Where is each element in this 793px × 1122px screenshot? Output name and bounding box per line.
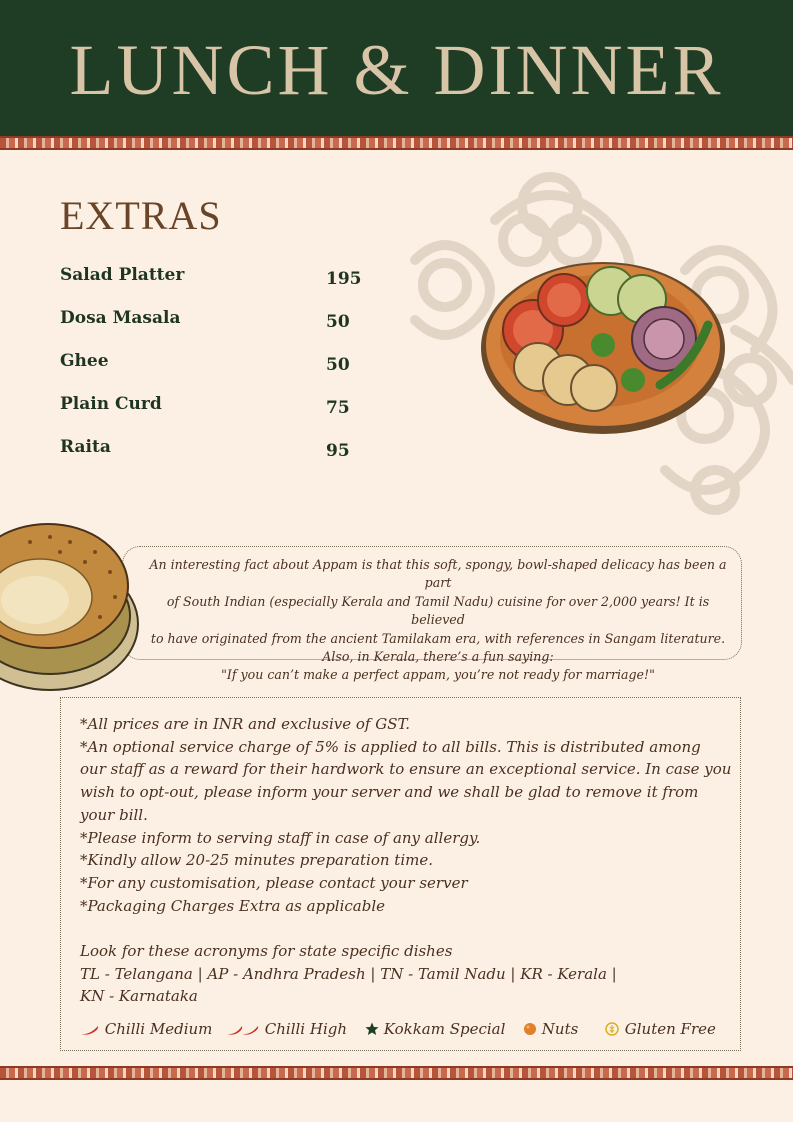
legend-chilli-high <box>226 1020 347 1038</box>
menu-item <box>60 394 370 424</box>
page-title: LUNCH & DINNER <box>69 30 724 110</box>
legend-label: Kokkam Special <box>383 1020 506 1038</box>
spacer <box>80 917 730 940</box>
legend-label: Chilli Medium <box>104 1020 213 1038</box>
item-name: Salad Platter <box>60 265 185 285</box>
section-title-extras: EXTRAS <box>60 193 222 238</box>
fact-line: Also, in Kerala, there’s a fun saying: <box>322 649 554 665</box>
legend-chilli-medium <box>80 1020 212 1038</box>
appam-fact-text <box>140 556 736 685</box>
legend-kokkam-special <box>365 1020 505 1038</box>
fact-line: "If you can’t make a perfect appam, you’re not ready for marriage!" <box>221 667 655 683</box>
item-name: Dosa Masala <box>60 308 181 328</box>
menu-item <box>60 351 370 381</box>
legend-label: Gluten Free <box>624 1020 716 1038</box>
gluten-free-icon <box>604 1022 620 1036</box>
legend <box>80 1020 740 1044</box>
menu-item <box>60 308 370 338</box>
note-line: wish to opt-out, please inform your server and we shall be glad to remove it from <box>80 783 699 802</box>
note-line: *Please inform to serving staff in case of any allergy. <box>80 828 481 847</box>
salad-plate-illustration <box>478 255 728 437</box>
note-line: your bill. <box>80 805 148 824</box>
legend-gluten-free <box>604 1020 716 1038</box>
item-name: Raita <box>60 437 111 457</box>
note-line: *Kindly allow 20-25 minutes preparation time. <box>80 851 433 870</box>
item-price: 50 <box>326 312 350 332</box>
acronyms-intro: Look for these acronyms for state specific dishes <box>80 942 453 961</box>
legend-label: Chilli High <box>264 1020 348 1038</box>
item-price: 95 <box>326 441 350 461</box>
chilli-icon <box>80 1024 100 1036</box>
legend-label: Nuts <box>541 1020 579 1038</box>
acronyms-line: TL - Telangana | AP - Andhra Pradesh | TN - Tamil Nadu | KR - Kerala | <box>80 964 617 983</box>
item-name: Ghee <box>60 351 109 371</box>
note-line: *An optional service charge of 5% is applied to all bills. This is distributed among <box>80 737 701 756</box>
nut-icon <box>523 1022 537 1036</box>
star-icon <box>365 1022 379 1036</box>
legend-nuts <box>523 1020 578 1038</box>
menu-item <box>60 437 370 467</box>
top-border-strip <box>0 136 793 150</box>
item-price: 195 <box>326 269 362 289</box>
appam-illustration <box>0 512 140 694</box>
menu-item <box>60 265 370 295</box>
note-line: *For any customisation, please contact your server <box>80 873 468 892</box>
fact-line: to have originated from the ancient Tamilakam era, with references in Sangam literature. <box>150 630 726 646</box>
chilli-icon <box>226 1024 260 1036</box>
note-line: *All prices are in INR and exclusive of GST. <box>80 715 411 733</box>
note-line: *Packaging Charges Extra as applicable <box>80 896 386 915</box>
acronyms-line: KN - Karnataka <box>80 987 198 1006</box>
item-price: 75 <box>326 398 350 418</box>
notes-text <box>80 713 730 1008</box>
header-banner <box>0 0 793 136</box>
item-price: 50 <box>326 355 350 375</box>
bottom-border-strip <box>0 1066 793 1080</box>
item-name: Plain Curd <box>60 394 162 414</box>
note-line: our staff as a reward for their hardwork to ensure an exceptional service. In case you <box>80 760 732 779</box>
fact-line: of South Indian (especially Kerala and Tamil Nadu) cuisine for over 2,000 years! It is believed <box>166 593 710 628</box>
fact-line: An interesting fact about Appam is that this soft, spongy, bowl-shaped delicacy has been a part <box>149 557 727 591</box>
